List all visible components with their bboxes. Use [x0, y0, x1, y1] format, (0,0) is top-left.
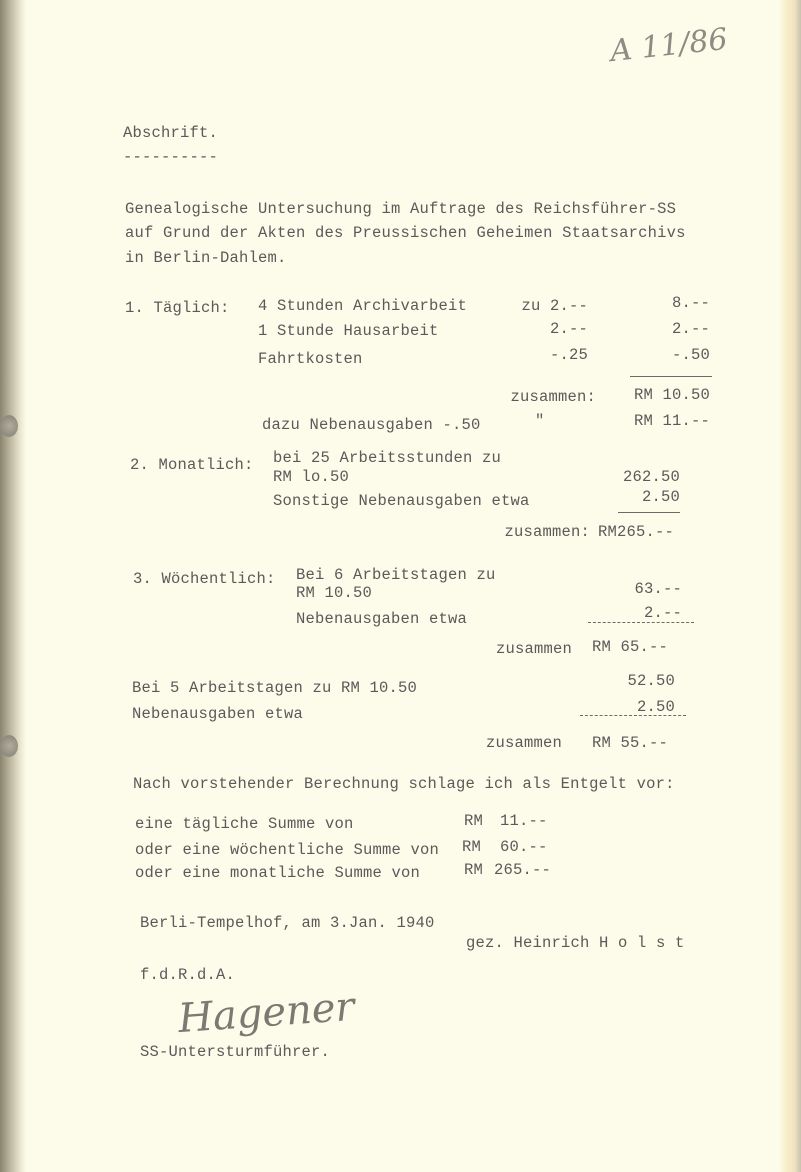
paper-edge-left	[0, 0, 26, 1172]
proposal-text: oder eine monatliche Summe von	[135, 864, 421, 882]
alt-total-label: zusammen	[485, 734, 562, 752]
proposal-amount: 11.--	[500, 812, 548, 830]
row-amount: 8.--	[671, 294, 710, 312]
punch-hole-icon	[0, 735, 18, 757]
line-1: Bei 6 Arbeitstagen zu	[296, 566, 496, 584]
proposal-amount: 265.--	[494, 861, 552, 879]
intro-line-1: Genealogische Untersuchung im Auftrage des Reichsführer-SS	[125, 200, 677, 218]
total-label: zusammen	[495, 640, 572, 658]
row-amount: 2.--	[671, 320, 710, 338]
document-heading: Abschrift.	[123, 124, 219, 142]
row-desc: 1 Stunde Hausarbeit	[258, 322, 439, 340]
extra-total: RM 11.--	[633, 412, 710, 430]
total-label: zusammen:	[504, 523, 590, 541]
sum-rule	[630, 376, 712, 377]
alt-amount-1: 52.50	[627, 672, 675, 690]
section-label: 1. Täglich:	[125, 299, 230, 317]
ditto-mark: "	[535, 412, 545, 430]
amount-1: 63.--	[634, 580, 682, 598]
rank: SS-Untersturmführer.	[140, 1043, 331, 1061]
sum-rule	[618, 512, 680, 513]
proposal-text: eine tägliche Summe von	[135, 815, 354, 833]
amount-2: 2.50	[641, 488, 680, 506]
certification: f.d.R.d.A.	[140, 966, 236, 984]
alt-line-1: Bei 5 Arbeitstagen zu RM 10.50	[132, 679, 418, 697]
alt-total-amount: RM 55.--	[592, 734, 669, 752]
line-3: Nebenausgaben etwa	[296, 610, 468, 628]
total-amount: RM 65.--	[592, 638, 669, 656]
place-date: Berli-Tempelhof, am 3.Jan. 1940	[140, 914, 435, 932]
row-rate: zu 2.--	[521, 297, 588, 315]
paper-edge-right	[779, 0, 801, 1172]
line-1: bei 25 Arbeitsstunden zu	[273, 449, 502, 467]
amount-1: 262.50	[622, 468, 680, 486]
line-2: RM lo.50	[273, 468, 350, 486]
alt-line-2: Nebenausgaben etwa	[132, 705, 304, 723]
proposal-intro: Nach vorstehender Berechnung schlage ich als Entgelt vor:	[133, 775, 675, 793]
line-3: Sonstige Nebenausgaben etwa	[273, 492, 530, 510]
section-label: 3. Wöchentlich:	[133, 570, 276, 588]
total-label: zusammen:	[510, 388, 596, 406]
sum-rule	[588, 622, 694, 623]
total-amount: RM265.--	[598, 523, 675, 541]
row-rate: -.25	[549, 346, 588, 364]
proposal-text: oder eine wöchentliche Summe von	[135, 841, 440, 859]
signed-name: gez. Heinrich H o l s t	[466, 934, 685, 952]
punch-hole-icon	[0, 415, 18, 437]
handwritten-signature: Hagener	[176, 983, 356, 1043]
alt-amount-2: 2.50	[636, 698, 675, 716]
amount-2: 2.--	[643, 604, 682, 622]
extra-desc: dazu Nebenausgaben -.50	[262, 416, 481, 434]
row-amount: -.50	[671, 346, 710, 364]
section-label: 2. Monatlich:	[130, 456, 254, 474]
proposal-currency: RM	[462, 838, 482, 856]
row-rate: 2.--	[549, 320, 588, 338]
sum-rule	[580, 715, 686, 716]
archive-number: A 11/86	[608, 21, 730, 70]
heading-underline: ----------	[123, 148, 219, 166]
intro-line-3: in Berlin-Dahlem.	[125, 249, 287, 267]
proposal-currency: RM	[464, 861, 484, 879]
intro-line-2: auf Grund der Akten des Preussischen Geheimen Staatsarchivs	[125, 224, 686, 242]
row-desc: Fahrtkosten	[258, 350, 363, 368]
row-desc: 4 Stunden Archivarbeit	[258, 297, 468, 315]
total-amount: RM 10.50	[633, 386, 710, 404]
proposal-amount: 60.--	[500, 838, 548, 856]
proposal-currency: RM	[464, 812, 484, 830]
line-2: RM 10.50	[296, 584, 373, 602]
